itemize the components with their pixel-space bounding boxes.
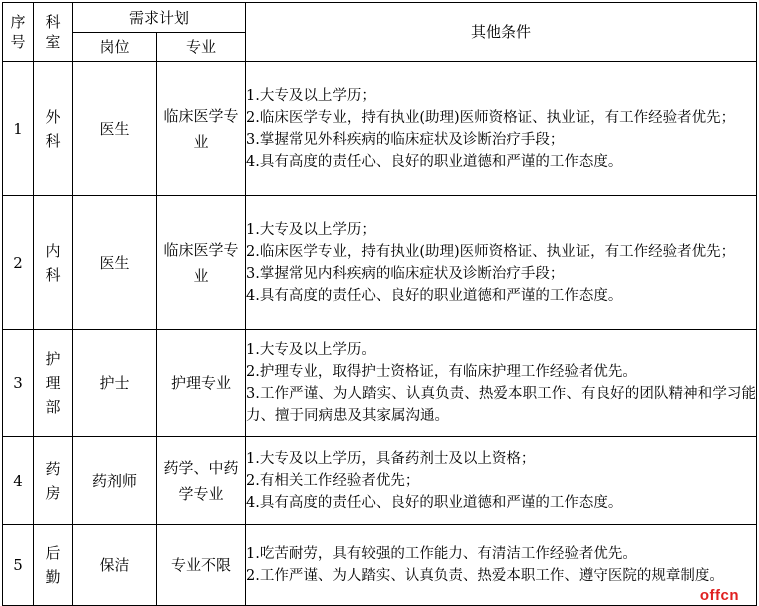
- department-char: 勤: [45, 568, 61, 586]
- header-index-char-2: 号: [10, 33, 26, 51]
- condition-item: 3.工作严谨、为人踏实、认真负责、热爱本职工作、有良好的团队精神和学习能力、擅于同病患及其家属沟通。: [246, 386, 757, 424]
- row-department: [34, 437, 73, 525]
- header-dept-char-1: 科: [45, 13, 61, 31]
- row-department: [34, 330, 73, 437]
- condition-item: 4.具有高度的责任心、良好的职业道德和严谨的工作态度。: [246, 287, 623, 304]
- row-index: 4: [3, 437, 34, 525]
- department-char: 药: [45, 459, 61, 478]
- row-conditions: [246, 196, 757, 330]
- department-char: 护: [45, 350, 61, 368]
- row-position: 医生: [73, 62, 157, 196]
- header-dept: [34, 3, 73, 62]
- table-row: [3, 330, 757, 437]
- row-index: 3: [3, 330, 34, 437]
- table-row: [3, 62, 757, 196]
- header-plan: 需求计划: [73, 3, 246, 33]
- condition-item: 2.护理专业，取得护士资格证，有临床护理工作经验者优先。: [246, 364, 637, 380]
- header-dept-char-2: 室: [45, 33, 61, 51]
- department-char: 科: [45, 265, 61, 284]
- condition-item: 2.临床医学专业，持有执业(助理)医师资格证、执业证，有工作经验者优先；: [246, 243, 736, 260]
- row-index: 1: [3, 62, 34, 196]
- header-major: 专业: [157, 33, 246, 62]
- header-conditions: 其他条件: [246, 3, 757, 62]
- condition-item: 3.掌握常见外科疾病的临床症状及诊断治疗手段；: [246, 131, 565, 148]
- row-conditions: [246, 62, 757, 196]
- row-conditions: [246, 525, 757, 606]
- condition-item: 1.吃苦耐劳，具有较强的工作能力、有清洁工作经验者优先。: [246, 546, 637, 562]
- table-row: [3, 196, 757, 330]
- row-major: 专业不限: [157, 525, 246, 606]
- row-department: [34, 62, 73, 196]
- condition-item: 2.有相关工作经验者优先；: [246, 472, 420, 489]
- department-char: 部: [45, 398, 61, 416]
- header-row-top: [3, 3, 757, 33]
- department-char: 内: [45, 241, 61, 260]
- header-index: [3, 3, 34, 62]
- department-char: 外: [45, 107, 61, 126]
- header-position: 岗位: [73, 33, 157, 62]
- row-index: 2: [3, 196, 34, 330]
- row-conditions: [246, 437, 757, 525]
- condition-item: 4.具有高度的责任心、良好的职业道德和严谨的工作态度。: [246, 494, 623, 511]
- department-char: 后: [45, 544, 61, 562]
- table-row: [3, 525, 757, 606]
- condition-item: 3.掌握常见内科疾病的临床症状及诊断治疗手段；: [246, 265, 565, 282]
- department-char: 房: [45, 483, 61, 502]
- row-department: [34, 525, 73, 606]
- condition-item: 1.大专及以上学历，具备药剂士及以上资格；: [246, 450, 536, 467]
- condition-item: 1.大专及以上学历；: [246, 87, 376, 104]
- row-major: 临床医学专业: [157, 62, 246, 196]
- row-index: 5: [3, 525, 34, 606]
- header-index-char-1: 序: [10, 13, 26, 31]
- row-major: 护理专业: [157, 330, 246, 437]
- recruitment-table: [2, 2, 757, 606]
- condition-item: 2.工作严谨、为人踏实、认真负责、热爱本职工作、遵守医院的规章制度。: [246, 568, 724, 584]
- condition-item: 1.大专及以上学历；: [246, 221, 376, 238]
- row-position: 医生: [73, 196, 157, 330]
- row-position: 护士: [73, 330, 157, 437]
- row-position: 药剂师: [73, 437, 157, 525]
- table-row: [3, 437, 757, 525]
- row-position: 保洁: [73, 525, 157, 606]
- department-char: 科: [45, 131, 61, 150]
- condition-item: 2.临床医学专业，持有执业(助理)医师资格证、执业证，有工作经验者优先；: [246, 109, 736, 126]
- row-conditions: [246, 330, 757, 437]
- row-major: 药学、中药学专业: [157, 437, 246, 525]
- row-department: [34, 196, 73, 330]
- condition-item: 4.具有高度的责任心、良好的职业道德和严谨的工作态度。: [246, 153, 623, 170]
- condition-item: 1.大专及以上学历。: [246, 342, 376, 358]
- row-major: 临床医学专业: [157, 196, 246, 330]
- department-char: 理: [45, 374, 61, 392]
- offcn-watermark: offcn: [699, 587, 739, 604]
